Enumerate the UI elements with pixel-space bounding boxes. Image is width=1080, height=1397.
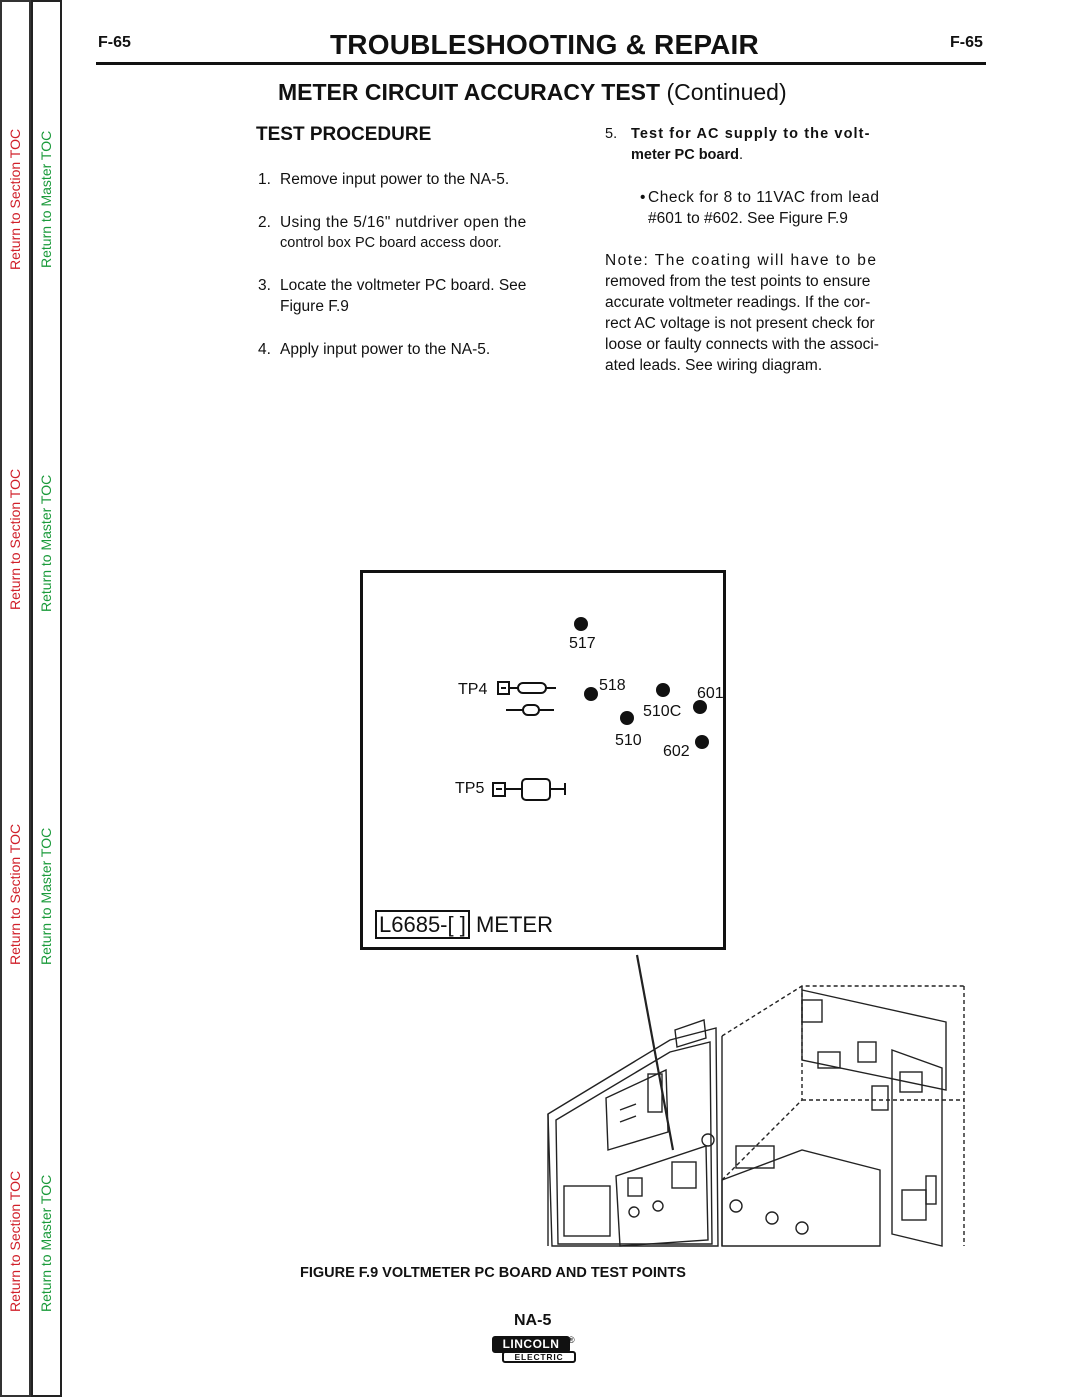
step-text: control box PC board access door. — [280, 235, 502, 251]
step-text: Remove input power to the NA-5. — [280, 171, 510, 188]
note-paragraph — [605, 250, 925, 376]
step-number: 2. — [258, 214, 271, 231]
return-to-section-toc-link[interactable]: Return to Section TOC — [7, 128, 23, 270]
test-procedure-heading: TEST PROCEDURE — [256, 124, 432, 145]
logo-bottom: ELECTRIC — [502, 1351, 576, 1363]
step-text: Apply input power to the NA-5. — [280, 341, 491, 358]
return-to-section-toc-link[interactable]: Return to Section TOC — [7, 468, 23, 610]
step-text — [631, 145, 743, 166]
note-line: ated leads. See wiring diagram. — [605, 357, 823, 374]
part-label — [375, 912, 553, 938]
section-subtitle — [278, 79, 787, 106]
test-point-510-dot — [620, 711, 634, 725]
step-text-period: . — [738, 147, 744, 163]
return-to-master-toc-link[interactable]: Return to Master TOC — [38, 130, 54, 268]
subtitle-main: METER CIRCUIT ACCURACY TEST — [278, 79, 661, 105]
page-title: TROUBLESHOOTING & REPAIR — [330, 29, 759, 60]
procedure-step-3 — [258, 275, 578, 319]
test-point-601-dot — [656, 683, 670, 697]
note-line: rect AC voltage is not present check for — [605, 315, 875, 332]
step-number: 3. — [258, 277, 271, 294]
logo-top: LINCOLN — [492, 1336, 570, 1353]
step-text-bold: meter PC board — [631, 147, 739, 163]
connector-block — [736, 1146, 774, 1168]
header-rule — [96, 62, 986, 65]
test-point-517-dot — [574, 617, 588, 631]
return-to-section-toc-link[interactable]: Return to Section TOC — [7, 823, 23, 965]
voltmeter-board — [606, 1070, 668, 1150]
note-line: Note: The coating will have to be — [605, 252, 878, 269]
access-door — [548, 1028, 718, 1246]
step-text: Using the 5/16" nutdriver open the — [280, 214, 527, 231]
label-510c: 510C — [643, 703, 682, 720]
label-tp4: TP4 — [458, 681, 488, 698]
terminal-strip — [564, 1186, 610, 1236]
model-name: NA-5 — [514, 1312, 552, 1329]
figure-caption: FIGURE F.9 VOLTMETER PC BOARD AND TEST POINTS — [300, 1265, 686, 1281]
bullet-text: #601 to #602. See Figure F.9 — [648, 210, 848, 227]
step-text: Test for AC supply to the volt- — [631, 126, 871, 142]
label-601: 601 — [697, 685, 724, 702]
rear-pc-board — [802, 990, 946, 1090]
return-to-master-toc-link[interactable]: Return to Master TOC — [38, 474, 54, 612]
page-number-left: F-65 — [98, 34, 131, 51]
step-text: Figure F.9 — [280, 298, 349, 315]
note-line: removed from the test points to ensure — [605, 273, 871, 290]
tp4-component — [498, 682, 556, 715]
lincoln-electric-logo — [490, 1336, 586, 1366]
part-name: METER — [475, 912, 553, 937]
bullet-item — [640, 187, 925, 231]
note-line: accurate voltmeter readings. If the cor- — [605, 294, 871, 311]
label-518: 518 — [599, 677, 626, 694]
step-number: 5. — [605, 126, 618, 142]
procedure-step-2 — [258, 212, 578, 256]
label-602: 602 — [663, 743, 690, 760]
door-handle — [675, 1020, 706, 1047]
page-number-right: F-65 — [950, 34, 983, 51]
test-point-602-dot — [695, 735, 709, 749]
return-to-master-toc-link[interactable]: Return to Master TOC — [38, 1174, 54, 1312]
voltmeter-pc-board-figure — [360, 570, 726, 950]
control-box-illustration — [540, 950, 972, 1250]
bullet-text: Check for 8 to 11VAC from lead — [648, 189, 880, 206]
test-point-518-dot — [584, 687, 598, 701]
logo-registered-mark: ® — [568, 1335, 575, 1345]
return-to-master-toc-link[interactable]: Return to Master TOC — [38, 827, 54, 965]
subtitle-continued: (Continued) — [666, 79, 787, 105]
return-to-section-toc-link[interactable]: Return to Section TOC — [7, 1170, 23, 1312]
label-tp5: TP5 — [455, 780, 485, 797]
front-panel — [722, 1150, 880, 1246]
step-text: Locate the voltmeter PC board. See — [280, 277, 527, 294]
tp5-component — [493, 779, 565, 800]
part-number: L6685-[ ] — [375, 910, 470, 939]
label-517: 517 — [569, 635, 596, 652]
bullet-symbol: • — [640, 189, 646, 206]
step-number: 4. — [258, 341, 271, 358]
label-510: 510 — [615, 732, 642, 749]
procedure-step-5 — [605, 124, 925, 168]
note-line: loose or faulty connects with the associ- — [605, 336, 879, 353]
step-number: 1. — [258, 171, 271, 188]
